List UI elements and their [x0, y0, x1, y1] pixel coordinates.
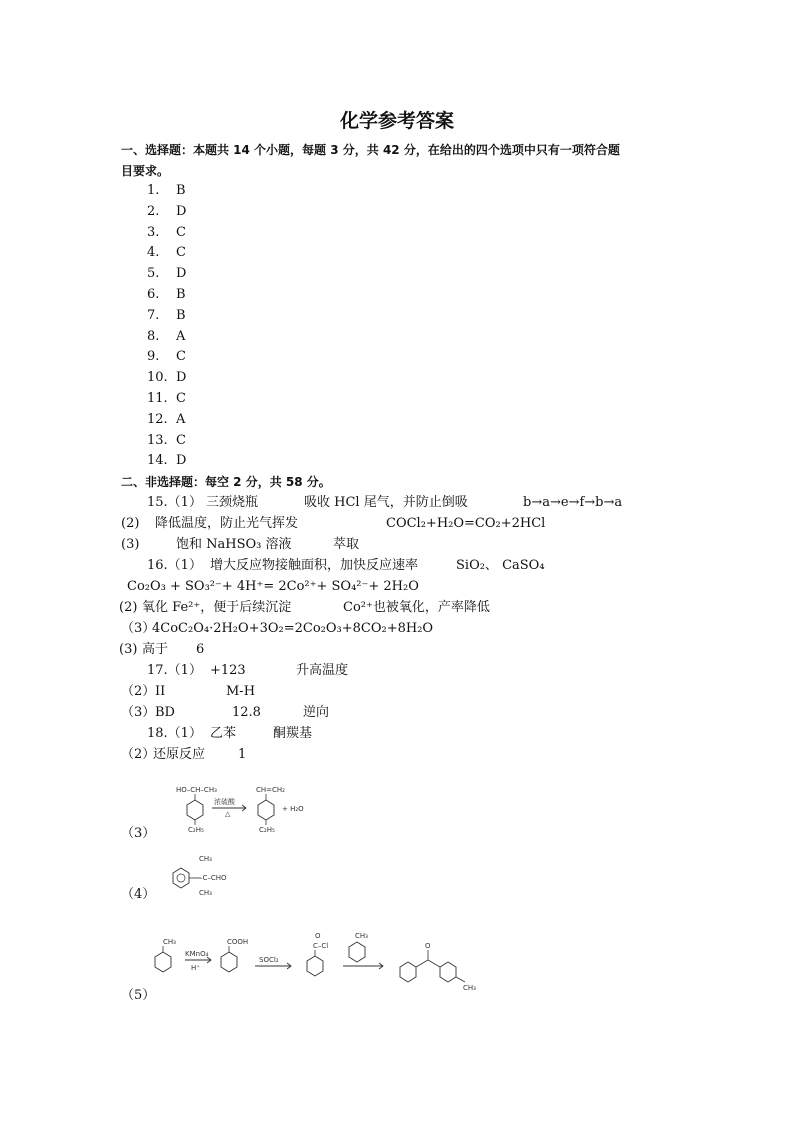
- sketch3-right-top-label: CH=CH₂: [256, 786, 285, 794]
- q17-answer-1: +123: [210, 663, 246, 678]
- sketch4-mid-label: –C–CHO: [199, 874, 227, 882]
- answer-number: 4.: [147, 245, 160, 260]
- q17-part3-answer-3: 逆向: [303, 705, 330, 720]
- reaction-sketch-3: [170, 782, 330, 838]
- benzene-ring-icon: [221, 952, 237, 972]
- q18-label: 18.（1）: [147, 726, 202, 741]
- sketch4-bottom-label: CH₃: [199, 889, 212, 897]
- section1-heading: 一、选择题：本题共 14 个小题，每题 3 分，共 42 分，在给出的四个选项中只有一项符合题: [121, 143, 620, 157]
- page-title: 化学参考答案: [339, 110, 454, 132]
- answer-number: 7.: [147, 308, 160, 323]
- synthesis-route-sketch-5: [145, 932, 495, 992]
- q16-part3-answer: 4CoC₂O₄·2H₂O+3O₂=2Co₂O₃+8CO₂+8H₂O: [152, 621, 434, 636]
- q15-part3-answer-1: 饱和 NaHSO₃ 溶液: [176, 537, 292, 552]
- answer-number: 12.: [147, 412, 168, 427]
- q15-answer-2: 吸收 HCl 尾气，并防止倒吸: [304, 495, 468, 510]
- q17-label: 17.（1）: [147, 663, 202, 678]
- sketch3-condition-label: 浓硫酸: [214, 798, 235, 806]
- q18-part5-label: （5）: [121, 988, 156, 1003]
- q16-answer-2: SiO₂、 CaSO₄: [456, 558, 545, 573]
- answer-number: 6.: [147, 287, 160, 302]
- q15-part2-answer-1: 降低温度，防止光气挥发: [155, 516, 299, 531]
- sketch5-r5b-label: CH₃: [463, 984, 476, 992]
- sketch5-r1-label: CH₃: [163, 938, 176, 946]
- answer-value: B: [176, 287, 186, 302]
- answer-value: A: [176, 412, 186, 427]
- answer-value: C: [176, 433, 186, 448]
- q17-part2-answer-2: M-H: [226, 684, 256, 699]
- q16-part4-answer-2: 6: [196, 642, 205, 657]
- answer-number: 5.: [147, 266, 160, 281]
- sketch3-left-top-label: HO–CH–CH₃: [176, 786, 217, 794]
- q15-part3-answer-2: 萃取: [333, 537, 360, 552]
- sketch5-r2-label: COOH: [227, 938, 249, 946]
- section2-heading: 二、非选择题：每空 2 分，共 58 分。: [121, 475, 331, 489]
- q18-part3-label: （3）: [121, 826, 156, 841]
- q16-equation: Co₂O₃ + SO₃²⁻+ 4H⁺= 2Co²⁺+ SO₄²⁻+ 2H₂O: [127, 579, 419, 594]
- answer-number: 14.: [147, 453, 168, 468]
- q15-answer-1: 三颈烧瓶: [206, 495, 259, 510]
- q18-answer-1: 乙苯: [210, 726, 237, 741]
- q18-part2-label: （2）: [121, 747, 156, 762]
- benzene-ring-icon: [258, 800, 274, 820]
- q15-part3-label: (3): [121, 537, 140, 552]
- benzene-ring-icon: [400, 962, 416, 982]
- q16-label: 16.（1）: [147, 558, 202, 573]
- answer-value: D: [176, 266, 187, 281]
- answer-value: C: [176, 391, 186, 406]
- q18-answer-2: 酮羰基: [273, 726, 313, 741]
- q15-part2-answer-2: COCl₂+H₂O=CO₂+2HCl: [386, 516, 546, 531]
- answer-value: C: [176, 349, 186, 364]
- answer-value: D: [176, 370, 187, 385]
- q17-part3-answer-1: BD: [155, 705, 175, 720]
- q16-part2-label: (2): [119, 600, 138, 615]
- answer-number: 13.: [147, 433, 168, 448]
- benzene-ring-icon: [349, 942, 365, 962]
- section1-heading-cont: 目要求。: [121, 164, 170, 178]
- sketch5-cond1b-label: H⁺: [191, 964, 200, 972]
- q17-part2-label: （2）: [121, 684, 156, 699]
- benzene-ring-icon: [187, 800, 203, 820]
- q17-part2-answer-1: II: [155, 684, 166, 699]
- answer-value: A: [176, 329, 186, 344]
- answer-value: B: [176, 308, 186, 323]
- q16-part2-answer-1: 氧化 Fe²⁺，便于后续沉淀: [142, 600, 292, 615]
- q16-part4-label: (3): [119, 642, 138, 657]
- benzene-ring-icon: [155, 952, 171, 972]
- q16-answer-1: 增大反应物接触面积，加快反应速率: [210, 558, 419, 573]
- structure-sketch-4: [165, 852, 245, 898]
- answer-value: B: [176, 183, 186, 198]
- answer-number: 9.: [147, 349, 160, 364]
- q17-part3-answer-2: 12.8: [232, 705, 261, 720]
- answer-number: 11.: [147, 391, 168, 406]
- q18-part2-answer-2: 1: [238, 747, 247, 762]
- sketch3-right-bottom-label: C₂H₅: [259, 826, 275, 834]
- sketch5-cond2-label: SOCl₂: [259, 956, 279, 964]
- q17-part3-label: （3）: [121, 705, 156, 720]
- q16-part4-answer-1: 高于: [142, 642, 169, 657]
- answer-number: 10.: [147, 370, 168, 385]
- answer-number: 2.: [147, 204, 160, 219]
- answer-value: C: [176, 245, 186, 260]
- answer-number: 8.: [147, 329, 160, 344]
- answer-value: D: [176, 204, 187, 219]
- q17-answer-2: 升高温度: [296, 663, 349, 678]
- answer-number: 1.: [147, 183, 160, 198]
- sketch5-r5-label: O: [425, 942, 431, 950]
- q15-label: 15.（1）: [147, 495, 202, 510]
- answer-value: C: [176, 225, 186, 240]
- sketch4-top-label: CH₃: [199, 855, 212, 863]
- answer-number: 3.: [147, 225, 160, 240]
- sketch5-r3b-label: C–Cl: [313, 942, 329, 950]
- sketch3-left-bottom-label: C₂H₅: [188, 826, 204, 834]
- benzene-ring-icon: [173, 868, 189, 888]
- q18-part4-label: （4）: [121, 887, 156, 902]
- q15-part2-label: (2): [121, 516, 140, 531]
- answer-value: D: [176, 453, 187, 468]
- sketch3-condition-2-label: △: [225, 810, 231, 818]
- sketch5-r3-label: O: [315, 932, 321, 940]
- q15-answer-3: b→a→e→f→b→a: [523, 495, 623, 510]
- benzene-ring-icon: [440, 962, 456, 982]
- sketch5-r4-label: CH₃: [355, 932, 368, 940]
- q18-part2-answer-1: 还原反应: [153, 747, 206, 762]
- q16-part3-label: （3）: [121, 621, 156, 636]
- sketch3-plus-label: + H₂O: [282, 805, 304, 813]
- q16-part2-answer-2: Co²⁺也被氧化，产率降低: [343, 600, 490, 615]
- sketch5-cond1-label: KMnO₄: [185, 950, 209, 958]
- benzene-ring-icon: [307, 956, 323, 976]
